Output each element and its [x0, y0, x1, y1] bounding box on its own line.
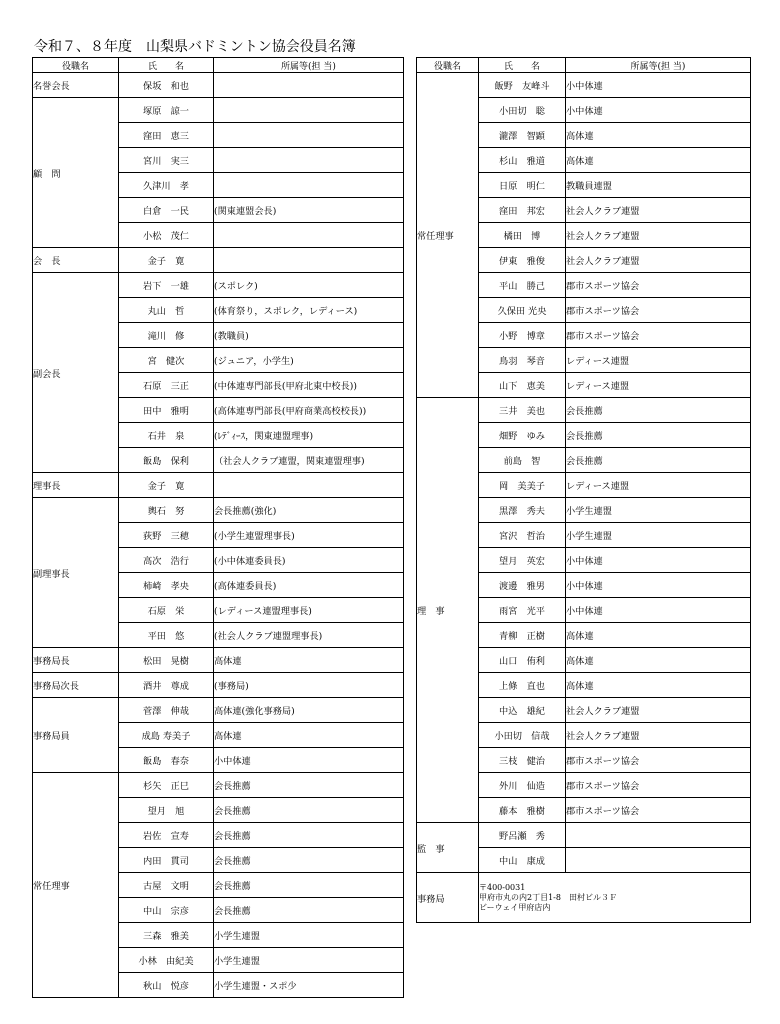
role-cell: 常任理事	[33, 773, 119, 998]
affiliation-cell: レディース連盟	[566, 348, 751, 373]
affiliation-cell: 高体連(強化事務局)	[214, 698, 404, 723]
name-cell: 雨宮 光平	[479, 598, 566, 623]
name-cell: 小野 博章	[479, 323, 566, 348]
affiliation-cell: 会長推薦	[214, 873, 404, 898]
affiliation-cell: 会長推薦(強化)	[214, 498, 404, 523]
affiliation-cell: 小中体連	[566, 73, 751, 98]
affiliation-cell: (ﾚﾃﾞｨｰｽ，関東連盟理事)	[214, 423, 404, 448]
name-cell: 望月 旭	[119, 798, 214, 823]
affiliation-cell: 小中体連	[566, 98, 751, 123]
table-row	[33, 773, 404, 798]
table-row	[33, 498, 404, 523]
name-cell: 杉矢 正巳	[119, 773, 214, 798]
affiliation-cell	[214, 248, 404, 273]
role-cell: 副会長	[33, 273, 119, 473]
affiliation-cell: 小学生連盟	[566, 523, 751, 548]
name-cell: 中山 宗彦	[119, 898, 214, 923]
affiliation-cell: 郡市スポーツ協会	[566, 798, 751, 823]
affiliation-cell	[566, 848, 751, 873]
affiliation-cell: 小学生連盟	[214, 923, 404, 948]
affiliation-cell: (ジュニア，小学生)	[214, 348, 404, 373]
name-cell: 野呂瀬 秀	[479, 823, 566, 848]
name-cell: 平田 悠	[119, 623, 214, 648]
name-cell: 窪田 恵三	[119, 123, 214, 148]
affiliation-cell: 社会人クラブ連盟	[566, 248, 751, 273]
table-row	[33, 248, 404, 273]
table-row	[33, 473, 404, 498]
name-cell: 外川 仙造	[479, 773, 566, 798]
name-cell: 秋山 悦彦	[119, 973, 214, 998]
affiliation-cell: 小学生連盟	[214, 948, 404, 973]
name-cell: 宮川 実三	[119, 148, 214, 173]
office-address	[479, 873, 751, 923]
affiliation-cell: 社会人クラブ連盟	[566, 698, 751, 723]
affiliation-cell	[214, 98, 404, 123]
name-cell: 酒井 尊成	[119, 673, 214, 698]
role-cell: 副理事長	[33, 498, 119, 648]
name-cell: 藤本 雅樹	[479, 798, 566, 823]
affiliation-cell: 会長推薦	[214, 848, 404, 873]
name-cell: 窪田 邦宏	[479, 198, 566, 223]
role-cell: 事務局長	[33, 648, 119, 673]
affiliation-cell: 郡市スポーツ協会	[566, 298, 751, 323]
affiliation-cell: (中体連専門部長(甲府北東中校長))	[214, 373, 404, 398]
name-cell: 小田切 聡	[479, 98, 566, 123]
affiliation-cell: (スポレク)	[214, 273, 404, 298]
name-cell: 飯島 保利	[119, 448, 214, 473]
table-row	[33, 648, 404, 673]
affiliation-cell: (高体連委員長)	[214, 573, 404, 598]
name-cell: 岩下 一雄	[119, 273, 214, 298]
name-cell: 滝川 修	[119, 323, 214, 348]
role-cell: 理事長	[33, 473, 119, 498]
office-row	[417, 873, 751, 923]
page-title: 令和７、８年度 山梨県バドミントン協会役員名簿	[34, 39, 356, 55]
affiliation-cell: 小中体連	[214, 748, 404, 773]
affiliation-cell: 社会人クラブ連盟	[566, 723, 751, 748]
role-cell: 顧 問	[33, 98, 119, 248]
table-row	[417, 73, 751, 98]
name-cell: 宮沢 哲治	[479, 523, 566, 548]
name-cell: 黒澤 秀夫	[479, 498, 566, 523]
header-role: 役職名	[417, 58, 479, 73]
affiliation-cell: 会長推薦	[214, 773, 404, 798]
affiliation-cell	[214, 148, 404, 173]
office-street-address: 甲府市丸の内2丁目1-8 田村ビル３Ｆ	[479, 892, 617, 902]
affiliation-cell: (事務局)	[214, 673, 404, 698]
role-cell: 事務局員	[33, 698, 119, 773]
name-cell: 古屋 文明	[119, 873, 214, 898]
affiliation-cell: 郡市スポーツ協会	[566, 748, 751, 773]
name-cell: 石原 三正	[119, 373, 214, 398]
name-cell: 塚原 諒一	[119, 98, 214, 123]
office-store-name: ビーウェイ甲府店内	[479, 902, 551, 912]
header-name: 氏 名	[479, 58, 566, 73]
name-cell: 岡 美美子	[479, 473, 566, 498]
affiliation-cell: 会長推薦	[214, 798, 404, 823]
officer-table-left	[32, 57, 404, 998]
name-cell: 渡邊 雅男	[479, 573, 566, 598]
name-cell: 日原 明仁	[479, 173, 566, 198]
affiliation-cell: 小中体連	[566, 573, 751, 598]
name-cell: 荻野 三穂	[119, 523, 214, 548]
name-cell: 松田 晃樹	[119, 648, 214, 673]
affiliation-cell: 会長推薦	[566, 423, 751, 448]
name-cell: 金子 寛	[119, 473, 214, 498]
affiliation-cell: 郡市スポーツ協会	[566, 323, 751, 348]
name-cell: 中山 康成	[479, 848, 566, 873]
affiliation-cell: (社会人クラブ連盟理事長)	[214, 623, 404, 648]
affiliation-cell: （社会人クラブ連盟，関東連盟理事)	[214, 448, 404, 473]
name-cell: 柿崎 孝央	[119, 573, 214, 598]
name-cell: 石井 泉	[119, 423, 214, 448]
affiliation-cell: (体育祭り，スポレク，レディース)	[214, 298, 404, 323]
affiliation-cell	[214, 473, 404, 498]
affiliation-cell: 会長推薦	[214, 898, 404, 923]
name-cell: 白倉 一民	[119, 198, 214, 223]
name-cell: 石原 栄	[119, 598, 214, 623]
name-cell: 飯島 春奈	[119, 748, 214, 773]
table-row	[33, 98, 404, 123]
name-cell: 伊東 雅俊	[479, 248, 566, 273]
table-header-row	[417, 58, 751, 73]
affiliation-cell: (関東連盟会長)	[214, 198, 404, 223]
name-cell: 小林 由紀美	[119, 948, 214, 973]
affiliation-cell: レディース連盟	[566, 373, 751, 398]
affiliation-cell: 高体連	[566, 673, 751, 698]
name-cell: 保坂 和也	[119, 73, 214, 98]
affiliation-cell: 小学生連盟	[566, 498, 751, 523]
affiliation-cell: 社会人クラブ連盟	[566, 223, 751, 248]
name-cell: 小田切 信哉	[479, 723, 566, 748]
affiliation-cell: 高体連	[566, 648, 751, 673]
affiliation-cell	[214, 223, 404, 248]
role-cell: 事務局次長	[33, 673, 119, 698]
name-cell: 成島 寿美子	[119, 723, 214, 748]
name-cell: 鳥羽 琴音	[479, 348, 566, 373]
name-cell: 三井 美也	[479, 398, 566, 423]
table-row	[33, 273, 404, 298]
name-cell: 三森 雅美	[119, 923, 214, 948]
header-affiliation: 所属等(担 当)	[214, 58, 404, 73]
name-cell: 久津川 孝	[119, 173, 214, 198]
table-row	[33, 698, 404, 723]
name-cell: 田中 雅明	[119, 398, 214, 423]
name-cell: 前島 智	[479, 448, 566, 473]
name-cell: 上條 直也	[479, 673, 566, 698]
affiliation-cell: (教職員)	[214, 323, 404, 348]
header-role: 役職名	[33, 58, 119, 73]
name-cell: 飯野 友峰斗	[479, 73, 566, 98]
affiliation-cell: 会長推薦	[566, 398, 751, 423]
affiliation-cell: 会長推薦	[566, 448, 751, 473]
name-cell: 丸山 哲	[119, 298, 214, 323]
affiliation-cell: 高体連	[566, 148, 751, 173]
name-cell: 金子 寛	[119, 248, 214, 273]
name-cell: 小松 茂仁	[119, 223, 214, 248]
office-label: 事務局	[417, 873, 479, 923]
affiliation-cell: 会長推薦	[214, 823, 404, 848]
office-postal-code: 〒400-0031	[479, 882, 526, 892]
role-cell: 常任理事	[417, 73, 479, 398]
affiliation-cell	[566, 823, 751, 848]
officer-table-right	[416, 57, 751, 923]
affiliation-cell: 小中体連	[566, 598, 751, 623]
affiliation-cell: 小学生連盟・スポ少	[214, 973, 404, 998]
name-cell: 畑野 ゆみ	[479, 423, 566, 448]
table-row	[417, 823, 751, 848]
affiliation-cell	[214, 173, 404, 198]
name-cell: 三枝 健治	[479, 748, 566, 773]
name-cell: 岩佐 宣寿	[119, 823, 214, 848]
affiliation-cell: 社会人クラブ連盟	[566, 198, 751, 223]
name-cell: 菅澤 伸哉	[119, 698, 214, 723]
name-cell: 杉山 雅道	[479, 148, 566, 173]
name-cell: 望月 英宏	[479, 548, 566, 573]
name-cell: 内田 貫司	[119, 848, 214, 873]
name-cell: 輿石 努	[119, 498, 214, 523]
affiliation-cell: 教職員連盟	[566, 173, 751, 198]
role-cell: 監 事	[417, 823, 479, 873]
name-cell: 山口 侑利	[479, 648, 566, 673]
header-name: 氏 名	[119, 58, 214, 73]
name-cell: 瀧澤 智顕	[479, 123, 566, 148]
role-cell: 名誉会長	[33, 73, 119, 98]
name-cell: 宮 健次	[119, 348, 214, 373]
role-cell: 会 長	[33, 248, 119, 273]
affiliation-cell: 郡市スポーツ協会	[566, 273, 751, 298]
name-cell: 高次 浩行	[119, 548, 214, 573]
table-header-row	[33, 58, 404, 73]
role-cell: 理 事	[417, 398, 479, 823]
name-cell: 山下 恵美	[479, 373, 566, 398]
name-cell: 中込 雄紀	[479, 698, 566, 723]
affiliation-cell	[214, 73, 404, 98]
name-cell: 橘田 博	[479, 223, 566, 248]
affiliation-cell: (小中体連委員長)	[214, 548, 404, 573]
name-cell: 青柳 正樹	[479, 623, 566, 648]
header-affiliation: 所属等(担 当)	[566, 58, 751, 73]
name-cell: 久保田 光央	[479, 298, 566, 323]
name-cell: 平山 勝己	[479, 273, 566, 298]
table-row	[417, 398, 751, 423]
affiliation-cell: (小学生連盟理事長)	[214, 523, 404, 548]
affiliation-cell	[214, 123, 404, 148]
affiliation-cell: レディース連盟	[566, 473, 751, 498]
affiliation-cell: 小中体連	[566, 548, 751, 573]
table-row	[33, 73, 404, 98]
affiliation-cell: 高体連	[566, 123, 751, 148]
affiliation-cell: 高体連	[214, 648, 404, 673]
affiliation-cell: (レディース連盟理事長)	[214, 598, 404, 623]
affiliation-cell: (高体連専門部長(甲府商業高校校長))	[214, 398, 404, 423]
affiliation-cell: 高体連	[214, 723, 404, 748]
table-row	[33, 673, 404, 698]
affiliation-cell: 郡市スポーツ協会	[566, 773, 751, 798]
affiliation-cell: 高体連	[566, 623, 751, 648]
